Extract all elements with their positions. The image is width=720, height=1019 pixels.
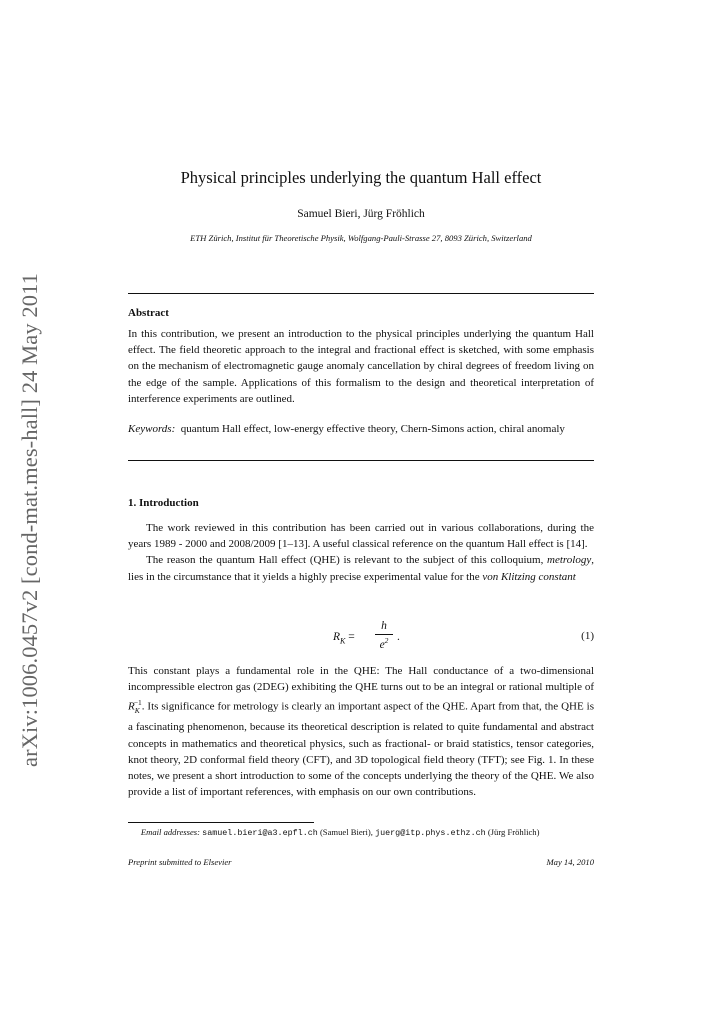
inline-subscript-k: K	[134, 706, 140, 716]
eq-denominator-e: e	[379, 638, 385, 651]
keywords-text: quantum Hall effect, low-energy effective theory, Chern-Simons action, chiral anomaly	[180, 423, 565, 435]
section-heading-introduction: 1. Introduction	[128, 497, 199, 509]
intro-paragraph-1: The work reviewed in this contribution has been carried out in various collaborations, during the years 1989 - 2000 and 2008/2009 [1–13]. A useful classical reference on the quantum Hall effect is [14].	[128, 522, 594, 551]
footnote-rule	[128, 822, 314, 823]
footer-date: May 14, 2010	[546, 857, 594, 867]
abstract-top-rule	[128, 293, 594, 294]
footnote-label: Email addresses:	[140, 827, 201, 837]
eq-numerator: h	[381, 620, 387, 632]
eq-subscript-k: K	[340, 636, 346, 646]
email-link-froehlich[interactable]: juerg@itp.phys.ethz.ch	[375, 828, 486, 838]
footnote-name-froehlich: (Jürg Fröhlich)	[487, 827, 540, 837]
paper-title: Physical principles underlying the quantum Hall effect	[180, 168, 542, 187]
intro-p3-part-b: . Its significance for metrology is clearly an important aspect of the QHE. Apart from that, the QHE is a fascinating phenomenon, because its theoretical description is related to quite fundamental and abstract concepts in mathematics and theoretical physics, such as fractional- or braid statistics, tensor categories, knot theory, 2D conformal field theory (CFT), and 3D topological field theory (TFT); see Fig. 1. In these notes, we present a short introduction to some of the concepts underlying the theory of the QHE. We also provide a list of important references, with emphasis on our own contributions.	[128, 701, 594, 799]
email-link-bieri[interactable]: samuel.bieri@a3.epfl.ch	[202, 828, 318, 838]
eq-symbol-r: R	[333, 631, 341, 643]
term-von-klitzing-constant: von Klitzing constant	[482, 570, 576, 583]
paper-authors: Samuel Bieri, Jürg Fröhlich	[297, 208, 425, 220]
intro-p2-part-b: , lies in the circumstance that it yields a highly precise experimental value for the	[128, 554, 594, 583]
eq-equals: =	[345, 631, 355, 643]
abstract-bottom-rule	[128, 460, 594, 461]
footnote-name-bieri: (Samuel Bieri),	[319, 827, 373, 837]
equation-number: (1)	[581, 630, 594, 642]
term-metrology: metrology	[547, 554, 592, 567]
equation-lhs	[333, 631, 355, 645]
abstract-body: In this contribution, we present an introduction to the physical principles underlying the quantum Hall effect. The field theoretic approach to the integral and fractional effect is sketched, with some emphasis on the mechanism of electromagnetic gauge anomaly cancellation by chiral degrees of freedom living on the edge of the sample. Applications of this formalism to the design and theoretical interpretation of interference experiments are outlined.	[128, 328, 594, 405]
equation-fraction	[375, 620, 393, 651]
footer-preprint-note: Preprint submitted to Elsevier	[128, 857, 232, 867]
author-affiliation: ETH Zürich, Institut für Theoretische Physik, Wolfgang-Pauli-Strasse 27, 8093 Zürich, Switzerland	[190, 233, 532, 243]
arxiv-identifier: arXiv:1006.0457v2 [cond-mat.mes-hall] 24 May 2011	[17, 273, 42, 767]
arxiv-identifier-sidebar	[0, 240, 60, 800]
intro-paragraph-2	[128, 552, 594, 584]
keywords-label: Keywords:	[128, 423, 176, 435]
intro-paragraph-3	[128, 663, 594, 800]
abstract-heading: Abstract	[128, 307, 169, 319]
equation-1	[128, 620, 594, 656]
intro-p3-part-a: This constant plays a fundamental role in the QHE: The Hall conductance of a two-dimensional incompressible electron gas (2DEG) exhibiting the QHE turns out to be an integral or rational multiple of	[128, 665, 594, 694]
page-footer	[128, 857, 594, 867]
introduction-text	[128, 520, 594, 585]
eq-denominator-exponent: 2	[384, 636, 389, 645]
keywords	[128, 421, 594, 437]
footnote-emails	[128, 826, 594, 840]
inline-exponent: −1	[133, 698, 142, 708]
eq-denominator	[375, 636, 393, 651]
eq-fraction-bar	[375, 634, 393, 635]
inline-symbol-r: R	[128, 701, 135, 714]
eq-period: .	[397, 631, 400, 643]
intro-p2-part-a: The reason the quantum Hall effect (QHE) is relevant to the subject of this colloquium,	[146, 554, 544, 567]
